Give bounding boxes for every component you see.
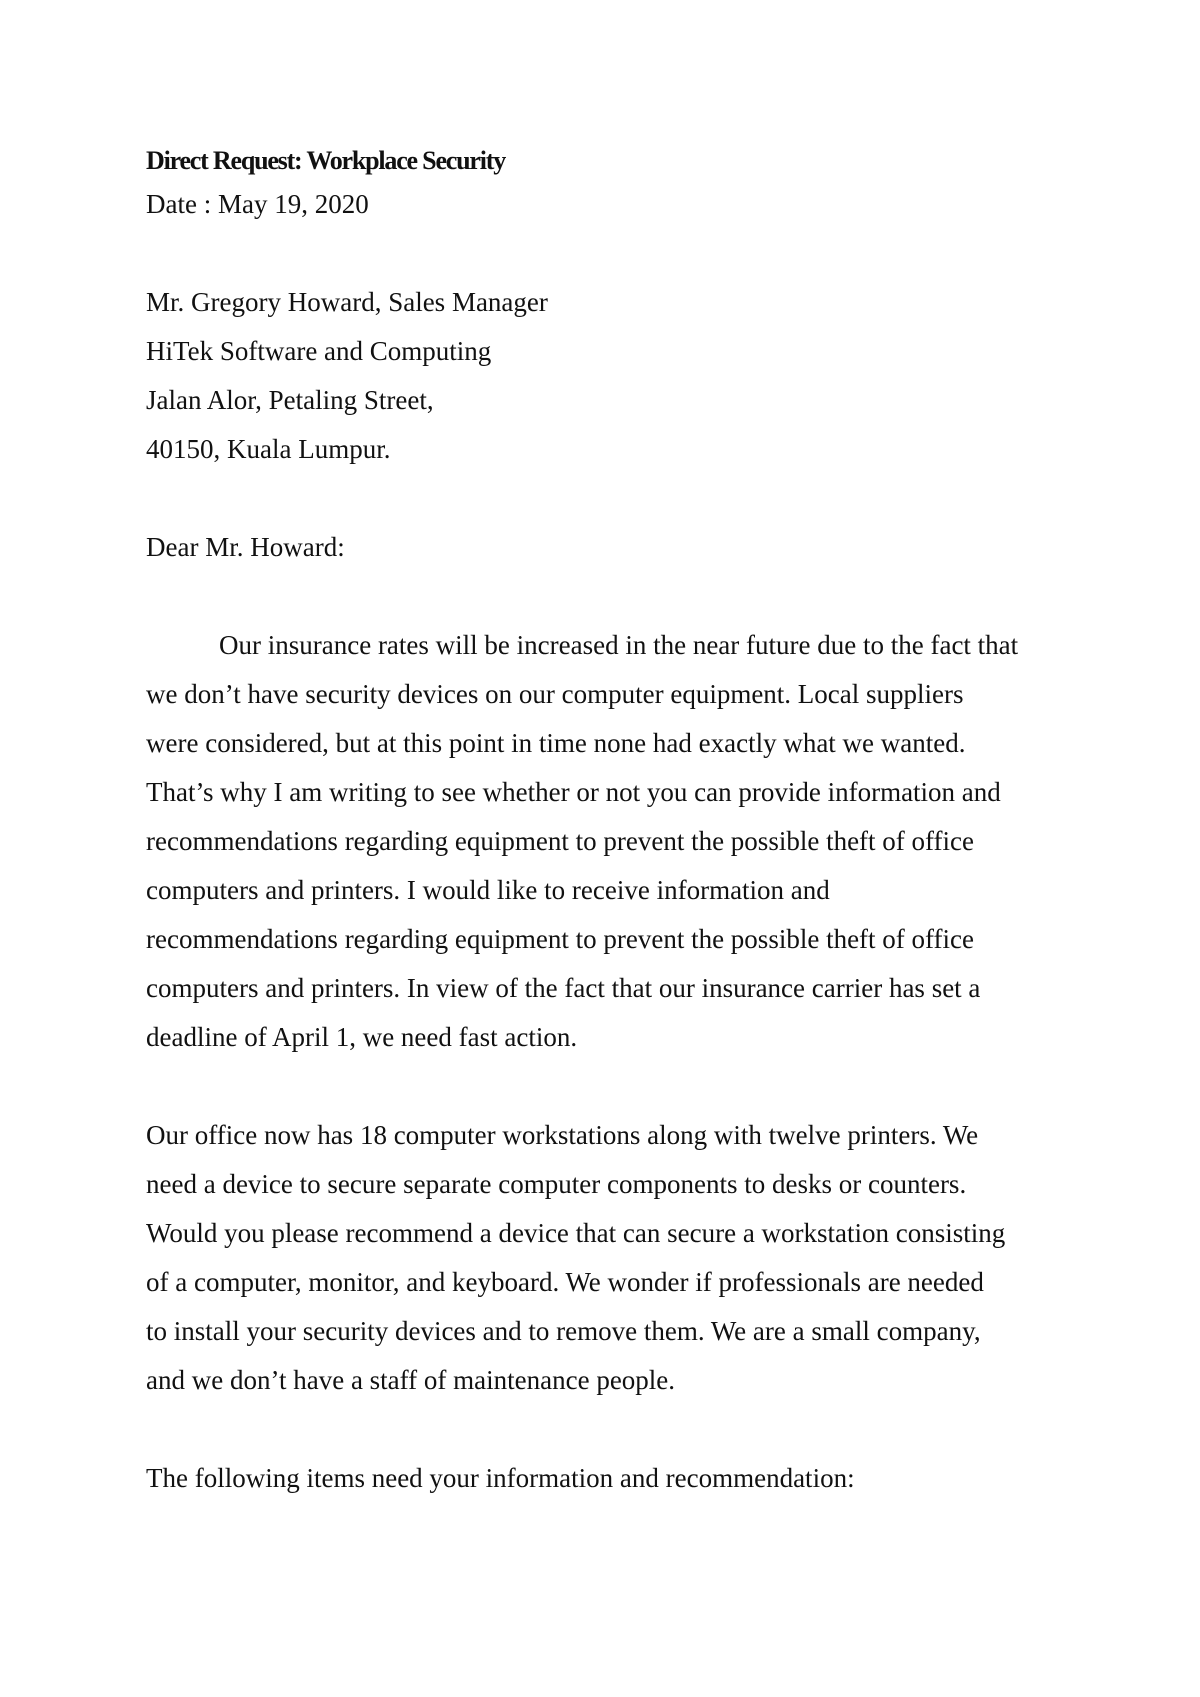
spacer [146,572,1066,621]
spacer [146,1062,1066,1111]
paragraph-1-line: we don’t have security devices on our computer equipment. Local suppliers [146,679,964,709]
paragraph-2-line: of a computer, monitor, and keyboard. We wonder if professionals are needed [146,1267,984,1297]
spacer [146,229,1066,278]
paragraph-1-line: computers and printers. I would like to receive information and [146,875,830,905]
paragraph-2-line: need a device to secure separate computer components to desks or counters. [146,1169,967,1199]
paragraph-1-line: were considered, but at this point in time none had exactly what we wanted. [146,728,966,758]
spacer [146,474,1066,523]
paragraph-1-line: deadline of April 1, we need fast action. [146,1022,578,1052]
recipient-name-line: Mr. Gregory Howard, Sales Manager [146,287,548,317]
paragraph-3 [146,1454,1066,1503]
paragraph-1-line: computers and printers. In view of the fact that our insurance carrier has set a [146,973,981,1003]
recipient-company-line: HiTek Software and Computing [146,336,492,366]
paragraph-2-line: Would you please recommend a device that can secure a workstation consisting [146,1218,1006,1248]
paragraph-1 [146,621,1066,1062]
paragraph-2-line: Our office now has 18 computer workstations along with twelve printers. We [146,1120,979,1150]
salutation: Dear Mr. Howard: [146,532,345,562]
paragraph-2-line: to install your security devices and to remove them. We are a small company, [146,1316,981,1346]
paragraph-1-line: recommendations regarding equipment to prevent the possible theft of office [146,924,974,954]
recipient-city-line: 40150, Kuala Lumpur. [146,434,391,464]
recipient-street-line: Jalan Alor, Petaling Street, [146,385,434,415]
paragraph-1-line: That’s why I am writing to see whether or not you can provide information and [146,777,1001,807]
spacer [146,1405,1066,1454]
paragraph-2 [146,1111,1066,1405]
paragraph-3-line: The following items need your information and recommendation: [146,1463,855,1493]
letter-body [146,143,1066,1503]
letter-title: Direct Request: Workplace Security [146,146,506,175]
paragraph-1-line: Our insurance rates will be increased in the near future due to the fact that [219,630,1019,660]
recipient-address [146,278,1066,474]
paragraph-1-line: recommendations regarding equipment to prevent the possible theft of office [146,826,974,856]
paragraph-2-line: and we don’t have a staff of maintenance people. [146,1365,676,1395]
letter-date: Date : May 19, 2020 [146,189,369,219]
